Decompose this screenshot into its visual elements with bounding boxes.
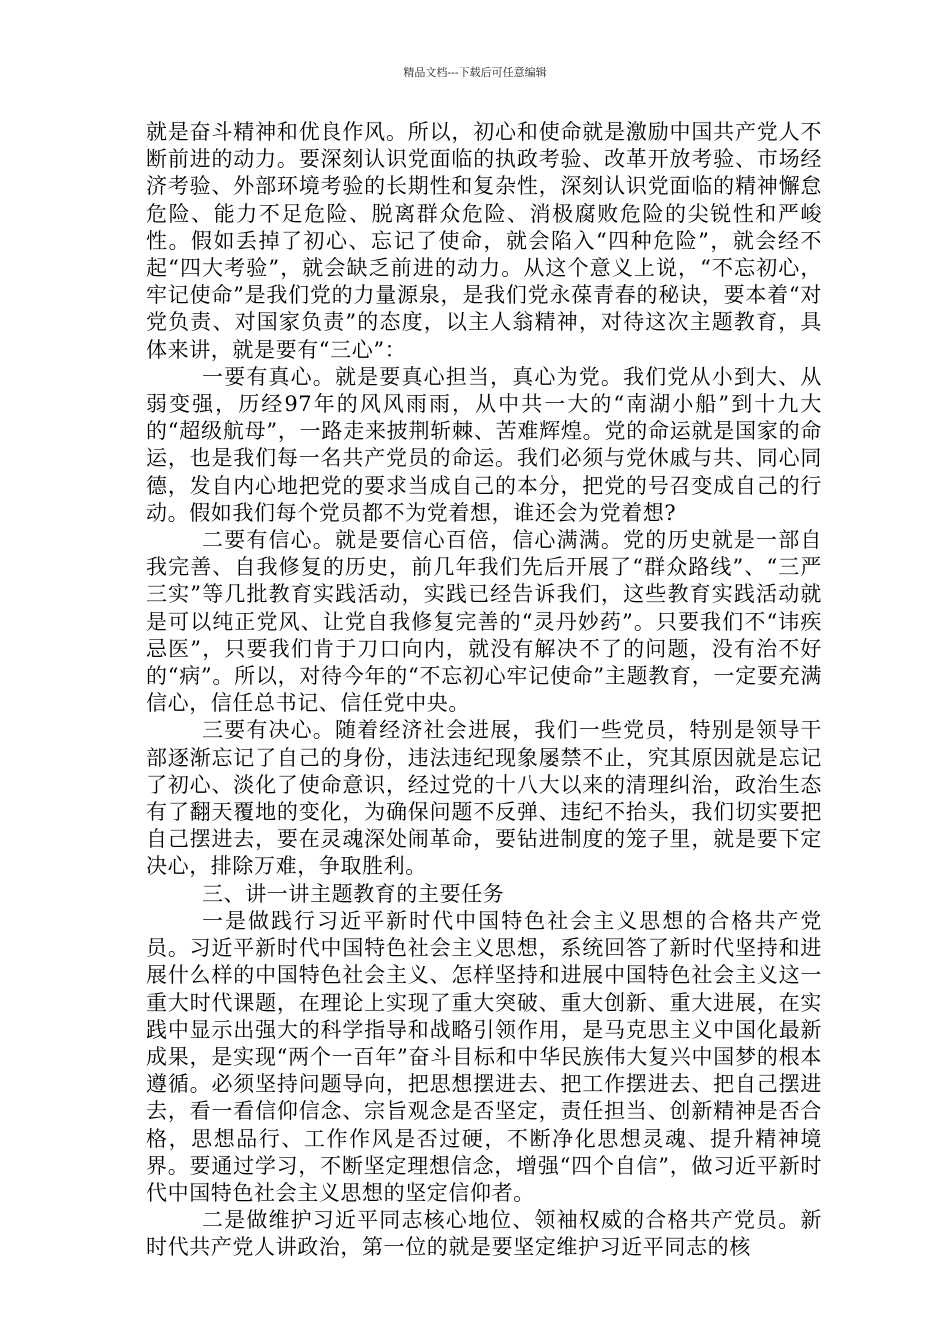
section-heading: 三、讲一讲主题教育的主要任务	[202, 881, 505, 906]
document-body	[146, 119, 822, 1262]
paragraph-5: 一是做践行习近平新时代中国特色社会主义思想的合格共产党员。习近平新时代中国特色社会主义思想，系统回答了新时代坚持和进展什么样的中国特色社会主义、怎样坚持和进展中国特色社会主义这一重大时代课题，在理论上实现了重大突破、重大创新、重大进展，在实践中显示出强大的科学指导和战略引领作用，是马克思主义中国化最新成果，是实现“两个一百年”奋斗目标和中华民族伟大复兴中国梦的根本遵循。必须坚持问题导向，把思想摆进去、把工作摆进去、把自己摆进去，看一看信仰信念、宗旨观念是否坚定，责任担当、创新精神是否合格，思想品行、工作作风是否过硬，不断净化思想灵魂、提升精神境界。要通过学习，不断坚定理想信念，增强“四个自信”，做习近平新时代中国特色社会主义思想的坚定信仰者。	[146, 908, 822, 1205]
paragraph-2: 一要有真心。就是要真心担当，真心为党。我们党从小到大、从弱变强，历经97年的风风雨雨，从中共一大的“南湖小船”到十九大的“超级航母”，一路走来披荆斩棘、苦难辉煌。党的命运就是国家的命运，也是我们每一名共产党员的命运。我们必须与党休戚与共、同心同德，发自内心地把党的要求当成自己的本分，把党的号召变成自己的行动。假如我们每个党员都不为党着想，谁还会为党着想?	[146, 364, 822, 525]
paragraph-4: 三要有决心。随着经济社会进展，我们一些党员，特别是领导干部逐渐忘记了自己的身份，违法违纪现象屡禁不止，究其原因就是忘记了初心、淡化了使命意识，经过党的十八大以来的清理纠治，政治生态有了翻天覆地的变化，为确保问题不反弹、违纪不抬头，我们切实要把自己摆进去，要在灵魂深处闹革命，要钻进制度的笼子里，就是要下定决心，排除万难，争取胜利。	[146, 718, 822, 879]
paragraph-3: 二要有信心。就是要信心百倍，信心满满。党的历史就是一部自我完善、自我修复的历史，前几年我们先后开展了“群众路线”、“三严三实”等几批教育实践活动，实践已经告诉我们，这些教育实践活动就是可以纯正党风、让党自我修复完善的“灵丹妙药”。只要我们不“讳疾忌医”，只要我们肯于刀口向内，就没有解决不了的问题，没有治不好的“病”。所以，对待今年的“不忘初心牢记使命”主题教育，一定要充满信心，信任总书记、信任党中央。	[146, 528, 822, 716]
paragraph-6: 二是做维护习近平同志核心地位、领袖权威的合格共产党员。新时代共产党人讲政治，第一位的就是要坚定维护习近平同志的核	[146, 1208, 822, 1260]
paragraph-1: 就是奋斗精神和优良作风。所以，初心和使命就是激励中国共产党人不断前进的动力。要深刻认识党面临的执政考验、改革开放考验、市场经济考验、外部环境考验的长期性和复杂性，深刻认识党面临的精神懈怠危险、能力不足危险、脱离群众危险、消极腐败危险的尖锐性和严峻性。假如丢掉了初心、忘记了使命，就会陷入“四种危险”，就会经不起“四大考验”，就会缺乏前进的动力。从这个意义上说，“不忘初心，牢记使命”是我们党的力量源泉，是我们党永葆青春的秘诀，要本着“对党负责、对国家负责”的态度，以主人翁精神，对待这次主题教育，具体来讲，就是要有“三心”：	[146, 120, 822, 362]
page-header: 精品文档---下载后可任意编辑	[403, 66, 547, 79]
